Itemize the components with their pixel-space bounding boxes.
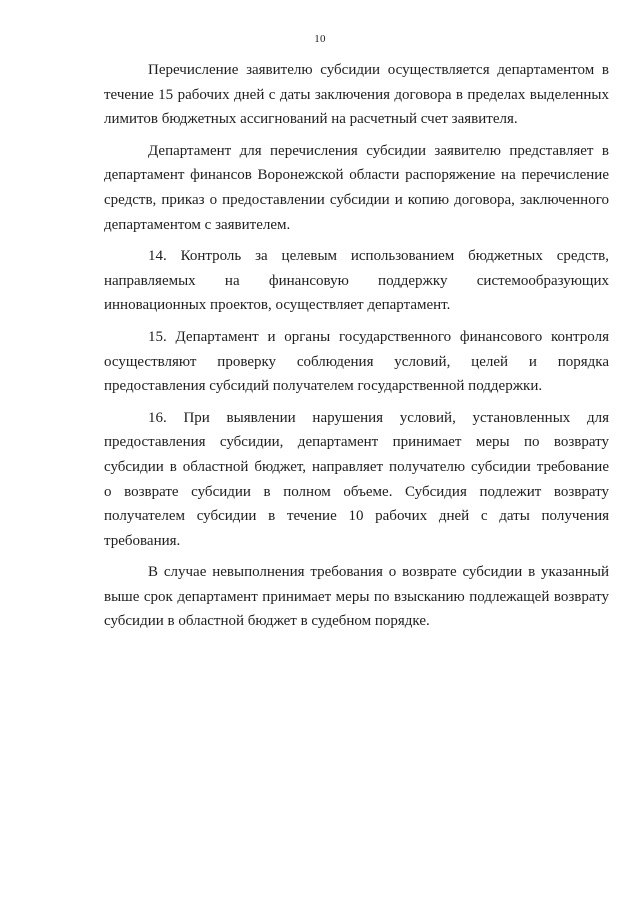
paragraph-item-16 [104,406,609,554]
text-line: течение 15 рабочих дней с даты заключения договора в пределах выделенных [104,86,609,103]
page-number: 10 [314,33,326,45]
text-line: инновационных проектов, осуществляет департамент. [104,297,451,314]
paragraph-finance-department-order [104,139,609,237]
text-line: 15. Департамент и органы государственного финансового контроля [148,328,609,345]
text-line: 14. Контроль за целевым использованием бюджетных средств, [148,248,609,265]
text-line: департаментом с заявителем. [104,216,291,233]
text-line: получателем субсидии в течение 10 рабочих дней с даты получения [104,508,609,525]
text-line: субсидии в областной бюджет в судебном порядке. [104,613,430,630]
text-line: В случае невыполнения требования о возврате субсидии в указанный [148,564,609,581]
text-line: направляемых на финансовую поддержку системообразующих [104,272,609,289]
text-line: департамент финансов Воронежской области распоряжение на перечисление [104,167,609,184]
text-line: выше срок департамент принимает меры по взысканию подлежащей возврату [104,588,609,605]
text-line: о возврате субсидии в полном объеме. Субсидия подлежит возврату [104,483,609,500]
paragraph-transfer-of-subsidy [104,58,609,132]
text-line: 16. При выявлении нарушения условий, установленных для [148,409,609,426]
text-line: Департамент для перечисления субсидии заявителю представляет в [148,142,609,159]
text-line: требования. [104,532,181,549]
text-line: Перечисление заявителю субсидии осуществляется департаментом в [148,62,609,78]
text-line: субсидии в областной бюджет, направляет получателю субсидии требование [104,458,609,475]
paragraph-item-15 [104,325,609,399]
text-line: лимитов бюджетных ассигнований на расчетный счет заявителя. [104,111,518,128]
paragraph-item-14 [104,244,609,318]
text-line: предоставления субсидии, департамент принимает меры по возврату [104,434,609,451]
document-body [104,58,609,634]
text-line: предоставления субсидий получателем государственной поддержки. [104,378,543,395]
paragraph-non-compliance [104,560,609,634]
text-line: осуществляют проверку соблюдения условий, целей и порядка [104,353,609,370]
text-line: средств, приказ о предоставлении субсидии и копию договора, заключенного [104,191,609,208]
